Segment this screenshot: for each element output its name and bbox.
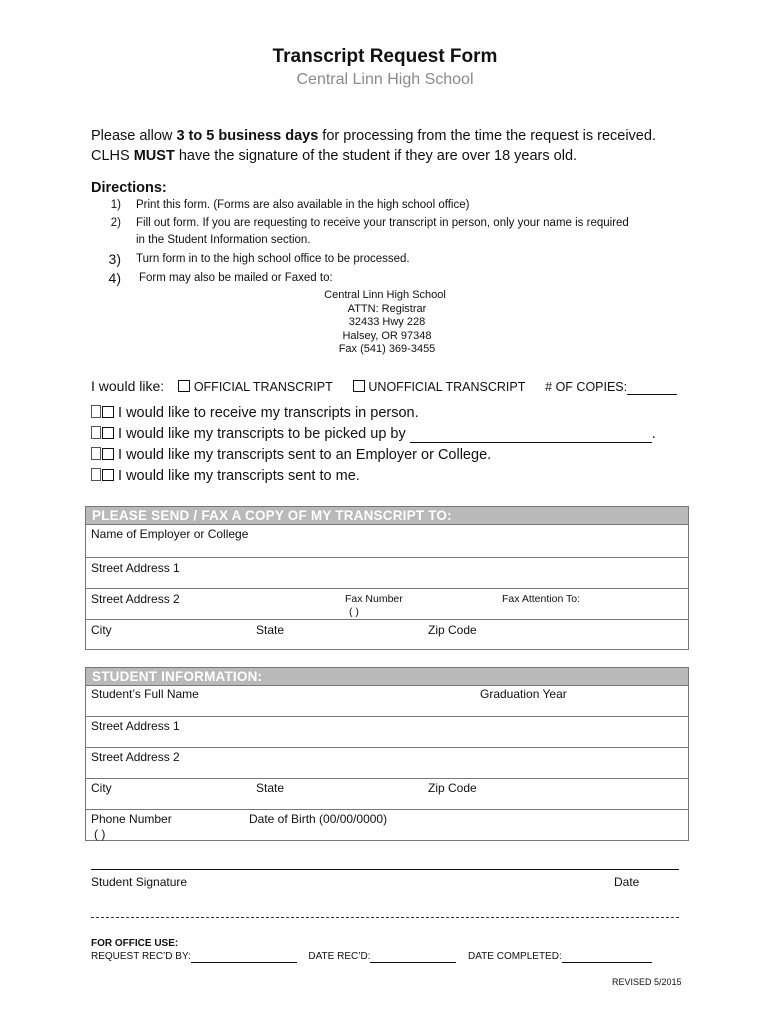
date-completed-label: DATE COMPLETED: <box>468 951 562 962</box>
employer-checkbox[interactable] <box>102 448 114 460</box>
student-zip-label: Zip Code <box>428 781 477 795</box>
date-completed-input[interactable] <box>562 951 652 963</box>
in-person-label: I would like to receive my transcripts in person. <box>118 405 419 421</box>
address-line: ATTN: Registrar <box>347 302 427 315</box>
phone-parens: ( ) <box>94 827 106 841</box>
student-state-label: State <box>256 781 285 795</box>
copies-label: # OF COPIES: <box>545 380 628 394</box>
send-state-label: State <box>256 623 285 637</box>
send-city-label: City <box>91 623 112 637</box>
phone-number-label: Phone Number <box>91 812 172 826</box>
student-info-section <box>85 667 689 841</box>
student-city-label: City <box>91 781 112 795</box>
student-street-2-row[interactable] <box>86 748 688 779</box>
official-transcript-checkbox[interactable] <box>178 380 190 392</box>
graduation-year-label: Graduation Year <box>480 687 567 701</box>
send-zip-label: Zip Code <box>428 623 477 637</box>
mailing-address <box>0 289 770 357</box>
direction-item-2-cont: in the Student Information section. <box>136 234 311 246</box>
employer-label: I would like my transcripts sent to an Employer or College. <box>118 447 492 463</box>
intro-line-1: Please allow 3 to 5 business days for processing from the time the request is received. <box>91 128 656 144</box>
in-person-checkbox[interactable] <box>102 406 114 418</box>
date-received-label: DATE REC’D: <box>308 951 371 962</box>
direction-item-3: 3) Turn form in to the high school office to be processed. <box>108 251 410 267</box>
to-me-label: I would like my transcripts sent to me. <box>118 468 360 484</box>
send-street-1-row[interactable] <box>86 558 688 589</box>
student-street-1-label: Street Address 1 <box>91 719 180 733</box>
fax-number-label: Fax Number <box>345 593 403 605</box>
option-glyph-icon <box>91 468 101 481</box>
office-use-row <box>91 951 652 963</box>
student-street-1-row[interactable] <box>86 717 688 748</box>
employer-name-row[interactable] <box>86 525 688 558</box>
directions-heading: Directions: <box>91 180 167 196</box>
office-divider <box>91 917 679 918</box>
page-title: Transcript Request Form <box>272 46 498 67</box>
copies-input[interactable] <box>627 378 677 395</box>
student-signature-label: Student Signature <box>91 875 188 889</box>
address-line: Fax (541) 369-3455 <box>338 343 436 355</box>
picked-up-label: I would like my transcripts to be picked up by <box>118 426 406 442</box>
to-me-checkbox[interactable] <box>102 469 114 481</box>
student-street-2-label: Street Address 2 <box>91 750 180 764</box>
unofficial-transcript-checkbox[interactable] <box>353 380 365 392</box>
address-line: Halsey, OR 97348 <box>342 329 432 342</box>
send-to-section <box>85 506 689 650</box>
direction-item-2: 2) Fill out form. If you are requesting to receive your transcript in person, only your name is required <box>110 217 629 229</box>
delivery-option-picked-up: I would like my transcripts to be picked up by . <box>91 426 656 443</box>
student-city-row[interactable] <box>86 779 688 810</box>
signature-date-label: Date <box>614 875 640 889</box>
fax-number-parens: ( ) <box>349 606 359 618</box>
option-glyph-icon <box>91 426 101 439</box>
send-street-2-label: Street Address 2 <box>91 592 180 606</box>
intro-line-2: CLHS MUST have the signature of the student if they are over 18 years old. <box>91 148 578 164</box>
option-glyph-icon <box>91 447 101 460</box>
send-city-row[interactable] <box>86 620 688 649</box>
picked-up-by-input[interactable] <box>410 426 652 443</box>
transcript-type-line <box>91 378 677 395</box>
send-street-2-row[interactable] <box>86 589 688 620</box>
intro-text <box>91 126 711 166</box>
employer-name-label: Name of Employer or College <box>91 527 249 541</box>
received-by-label: REQUEST REC’D BY: <box>91 951 191 962</box>
signature-line[interactable] <box>91 869 679 870</box>
i-would-like-label: I would like: <box>91 378 165 394</box>
send-to-heading: PLEASE SEND / FAX A COPY OF MY TRANSCRIPT TO: <box>86 507 688 525</box>
student-name-label: Student’s Full Name <box>91 687 199 701</box>
official-transcript-label: OFFICIAL TRANSCRIPT <box>193 380 333 394</box>
student-name-row[interactable] <box>86 686 688 717</box>
address-line: 32433 Hwy 228 <box>348 316 426 328</box>
office-use-heading: FOR OFFICE USE: <box>91 938 179 949</box>
revision-note: REVISED 5/2015 <box>612 977 682 987</box>
fax-attention-label: Fax Attention To: <box>502 593 581 605</box>
option-glyph-icon <box>91 405 101 418</box>
delivery-option-in-person <box>91 405 419 421</box>
direction-item-4: 4) Form may also be mailed or Faxed to: <box>108 270 333 286</box>
delivery-option-employer <box>91 447 491 463</box>
received-by-input[interactable] <box>191 951 297 963</box>
student-phone-row[interactable] <box>86 810 688 840</box>
direction-item-1: 1) Print this form. (Forms are also available in the high school office) <box>110 199 470 211</box>
picked-up-checkbox[interactable] <box>102 427 114 439</box>
student-info-heading: STUDENT INFORMATION: <box>86 668 688 686</box>
send-street-1-label: Street Address 1 <box>91 561 180 575</box>
address-line: Central Linn High School <box>324 289 446 301</box>
delivery-option-to-me <box>91 468 360 484</box>
school-name: Central Linn High School <box>296 71 474 88</box>
date-of-birth-label: Date of Birth (00/00/0000) <box>249 812 388 826</box>
date-received-input[interactable] <box>370 951 456 963</box>
unofficial-transcript-label: UNOFFICIAL TRANSCRIPT <box>368 380 526 394</box>
